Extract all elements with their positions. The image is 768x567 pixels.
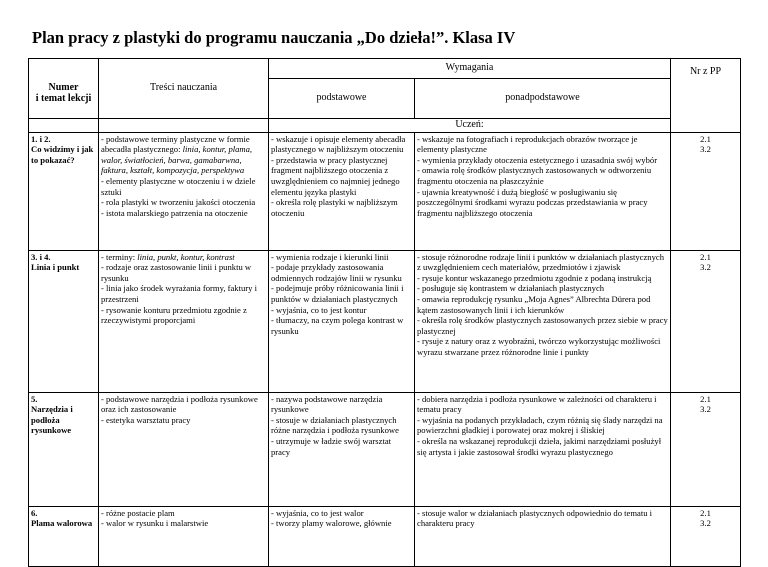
pp-code: 3.2 <box>700 518 711 529</box>
pp-cell <box>671 392 741 506</box>
extended-line: - określa na wskazanej reprodukcji dzieła, jakimi narzędziami posłużył się artysta i jakie zastosował środki wyrazu plastycznego <box>417 435 662 457</box>
pp-cell <box>671 132 741 250</box>
basic-line: - podejmuje próby różnicowania linii i punktów w działaniach plastycznych <box>271 283 404 304</box>
content-line: - różne postacie plam <box>101 507 175 518</box>
content-cell <box>99 392 269 506</box>
table-row <box>29 392 741 506</box>
pp-code: 3.2 <box>700 262 711 273</box>
header-lesson-line1: Numer <box>48 82 79 94</box>
basic-line: - tłumaczy, na czym polega kontrast w rysunku <box>271 315 404 336</box>
table-row <box>29 250 741 392</box>
extended-cell <box>415 250 671 392</box>
content-terms: linia, kontur, plama, walor, światłocień, barwa, gamabarwna, faktura, kształt, kompozycja, perspektywa <box>101 144 253 176</box>
content-line: - rysowanie konturu przedmiotu zgodnie z rzeczywistymi proporcjami <box>101 304 247 326</box>
content-terms: linia, punkt, kontur, kontrast <box>137 251 235 262</box>
extended-line: - wyjaśnia na podanych przykładach, czym różnią się ślady narzędzi na powierzchni gładkiej i porowatej oraz mokrej i śliskiej <box>417 414 663 436</box>
basic-line: - określa rolę plastyki w najbliższym otoczeniu <box>271 197 398 218</box>
extended-line: - posługuje się kontrastem w działaniach plastycznych <box>417 283 605 294</box>
lesson-number: 6. <box>31 507 38 518</box>
content-line: - rola plastyki w tworzeniu jakości otoczenia <box>101 197 256 208</box>
header-requirements: Wymagania <box>269 59 671 79</box>
page-title: Plan pracy z plastyki do programu nauczania „Do dzieła!”. Klasa IV <box>32 28 516 47</box>
basic-line: - wskazuje i opisuje elementy abecadła plastycznego w najbliższym otoczeniu <box>271 133 406 155</box>
basic-cell <box>269 392 415 506</box>
header-empty-1 <box>29 119 99 133</box>
basic-line: - wymienia rodzaje i kierunki linii <box>271 251 389 262</box>
extended-line: - stosuje różnorodne rodzaje linii i punktów w działaniach plastycznych z uwzględnieniem cech materiałów, przedmiotów i zjawisk <box>417 251 664 273</box>
extended-line: - rysuje z natury oraz z wyobraźni, twórczo wykorzystując możliwości wyrazu stwarzane przez różnorodne linie i punkty <box>417 336 661 357</box>
basic-line: - wyjaśnia, co to jest walor <box>271 507 364 518</box>
extended-line: - określa rolę środków plastycznych zastosowanych przez siebie w pracy plastycznej <box>417 315 668 336</box>
extended-line: - rysuje kontur wskazanego przedmiotu zgodnie z podaną instrukcją <box>417 272 652 283</box>
pp-cell <box>671 506 741 566</box>
pp-code: 2.1 <box>700 393 711 404</box>
basic-line: - stosuje w działaniach plastycznych różne narzędzia i podłoża rysunkowe <box>271 414 399 436</box>
header-pp: Nr z PP <box>671 59 741 133</box>
extended-line: - omawia rolę środków plastycznych zastosowanych w odtworzeniu fragmentu otoczenia na płaszczyźnie <box>417 165 652 186</box>
pp-code: 2.1 <box>700 251 711 262</box>
table-row <box>29 132 741 250</box>
content-line: - terminy: <box>101 251 138 262</box>
lesson-cell <box>29 506 99 566</box>
extended-line: - wskazuje na fotografiach i reprodukcjach obrazów tworzące je elementy plastyczne <box>417 133 638 155</box>
header-basic: podstawowe <box>269 79 415 119</box>
basic-cell <box>269 132 415 250</box>
pp-code: 2.1 <box>700 133 711 144</box>
lesson-number: 1. i 2. <box>31 133 51 144</box>
header-empty-2 <box>99 119 269 133</box>
content-line: - podstawowe narzędzia i podłoża rysunkowe oraz ich zastosowanie <box>101 393 258 415</box>
extended-cell <box>415 506 671 566</box>
content-line: - linia jako środek wyrażania formy, faktury i przestrzeni <box>101 283 257 304</box>
extended-line: - stosuje walor w działaniach plastycznych odpowiednio do tematu i charakteru pracy <box>417 507 653 529</box>
lesson-title: Co widzimy i jak to pokazać? <box>31 144 94 165</box>
extended-cell <box>415 132 671 250</box>
basic-line: - podaje przykłady zastosowania odmiennych rodzajów linii w rysunku <box>271 262 402 283</box>
extended-line: - wymienia przykłady otoczenia estetycznego i uzasadnia swój wybór <box>417 154 658 165</box>
content-cell <box>99 250 269 392</box>
content-cell <box>99 506 269 566</box>
pp-code: 2.1 <box>700 507 711 518</box>
lesson-number: 3. i 4. <box>31 251 51 262</box>
lesson-number: 5. <box>31 393 38 404</box>
lesson-title: Linia i punkt <box>31 262 80 273</box>
basic-cell <box>269 250 415 392</box>
basic-line: - tworzy plamy walorowe, głównie <box>271 518 392 529</box>
header-content: Treści nauczania <box>99 59 269 119</box>
extended-line: - dobiera narzędzia i podłoża rysunkowe w zależności od charakteru i tematu pracy <box>417 393 657 415</box>
pp-code: 3.2 <box>700 144 711 155</box>
content-line: - walor w rysunku i malarstwie <box>101 518 209 529</box>
basic-line: - przedstawia w pracy plastycznej fragment najbliższego otoczenia z uwzględnieniem co najmniej jednego elementu języka plastyki <box>271 154 400 197</box>
basic-line: - wyjaśnia, co to jest kontur <box>271 304 367 315</box>
pp-cell <box>671 250 741 392</box>
plan-table <box>28 58 741 567</box>
extended-cell <box>415 392 671 506</box>
header-lesson <box>29 59 99 119</box>
header-extended: ponadpodstawowe <box>415 79 671 119</box>
extended-line: - omawia reprodukcję rysunku „Moja Agnes” Albrechta Dürera pod kątem zastosowanych linii i ich kierunków <box>417 293 651 315</box>
lesson-title: Narzędzia i podłoża rysunkowe <box>31 404 73 436</box>
pp-code: 3.2 <box>700 404 711 415</box>
content-line: - rodzaje oraz zastosowanie linii i punktu w rysunku <box>101 262 252 283</box>
basic-line: - utrzymuje w ładzie swój warsztat pracy <box>271 435 392 457</box>
content-line: - elementy plastyczne w otoczeniu i w dziele sztuki <box>101 175 256 197</box>
lesson-cell <box>29 132 99 250</box>
extended-line: - ujawnia kreatywność i dużą biegłość w posługiwaniu się poszczególnymi środkami wyrazu podczas przedstawiania w pracy fragmentu najbliższego otoczenia <box>417 186 648 218</box>
table-row <box>29 506 741 566</box>
lesson-cell <box>29 250 99 392</box>
content-line: - estetyka warsztatu pracy <box>101 414 191 425</box>
lesson-cell <box>29 392 99 506</box>
basic-cell <box>269 506 415 566</box>
header-student: Uczeń: <box>269 119 671 133</box>
content-cell <box>99 132 269 250</box>
lesson-title: Plama walorowa <box>31 518 93 529</box>
header-lesson-line2: i temat lekcji <box>35 93 92 104</box>
basic-line: - nazywa podstawowe narzędzia rysunkowe <box>271 393 383 415</box>
content-line: - istota malarskiego patrzenia na otoczenie <box>101 207 248 218</box>
content-line: - podstawowe terminy plastyczne w formie abecadła plastycznego: <box>101 133 250 155</box>
